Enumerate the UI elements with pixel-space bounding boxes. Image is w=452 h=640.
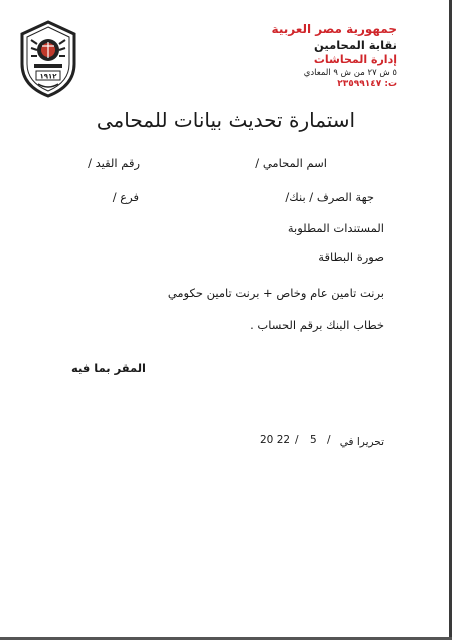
date-month: 5 [310,434,317,446]
date-separator: / [327,434,331,446]
branch-label: فرع / [112,190,139,204]
registration-no-label: رقم القيد / [88,156,140,170]
insurance-printout-item: برنت تامين عام وخاص + برنت تامين حكومي [167,286,384,300]
card-copy-item: صورة البطاقة [318,250,384,264]
svg-text:١٩١٢: ١٩١٢ [39,72,57,81]
header-phone: ت: ٢٣٥٩٩١٤٧ [337,79,397,89]
bank-letter-item: خطاب البنك برقم الحساب . [250,318,384,332]
form-title: استمارة تحديث بيانات للمحامى [96,108,356,132]
date-year: 20 22 [260,434,291,446]
lawyer-name-label: اسم المحامي / [255,156,327,170]
header-syndicate: نقابة المحامين [314,38,397,52]
date-label: تحريرا في [339,436,384,448]
date-separator: / [295,434,299,446]
bar-association-logo [18,20,78,98]
header-address: ٥ ش ٢٧ من ش ٩ المعادي [303,68,397,78]
header-department: إدارة المحاشات [313,53,397,66]
disbursing-bank-label: جهة الصرف / بنك/ [285,190,374,204]
header-country: جمهورية مصر العربية [271,22,397,36]
declaration-text: المقر بما فيه [71,361,146,375]
required-documents-heading: المستندات المطلوبة [287,221,384,235]
